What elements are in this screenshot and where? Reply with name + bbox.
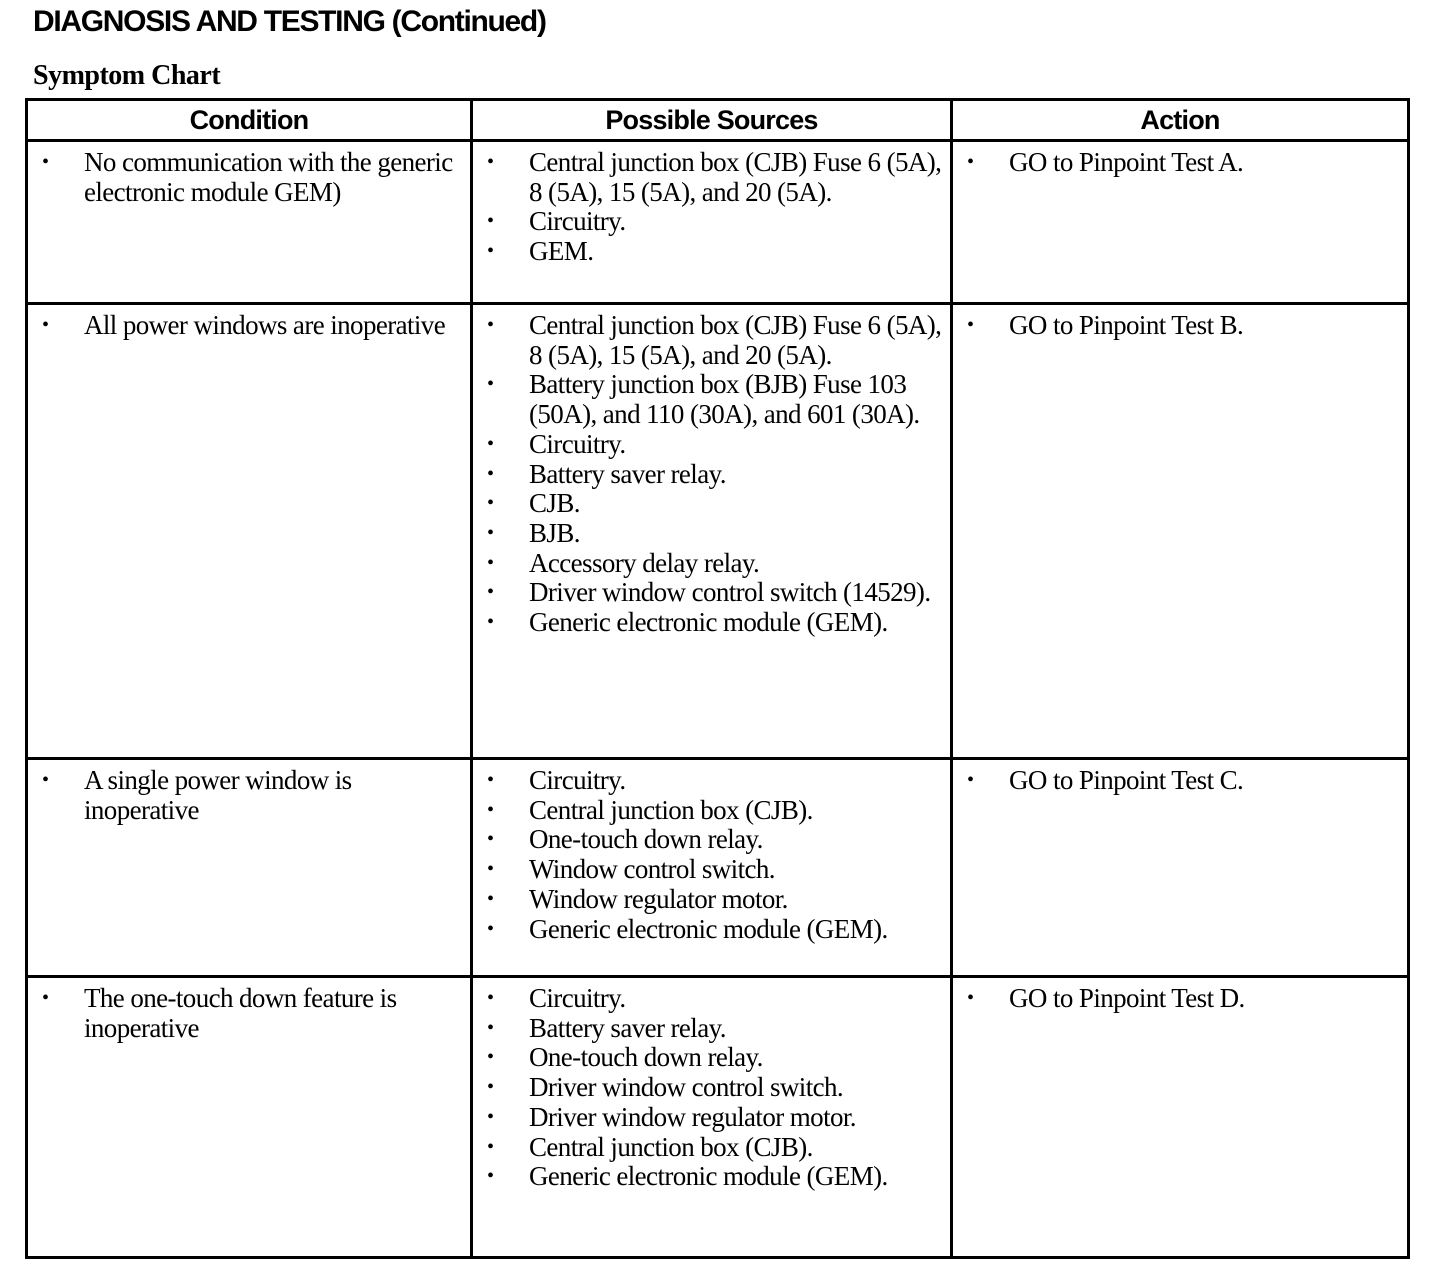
source-item: • One-touch down relay. xyxy=(473,1043,944,1073)
source-item: • One-touch down relay. xyxy=(473,825,944,855)
action-cell xyxy=(952,977,1409,1258)
sources-cell xyxy=(472,759,952,977)
source-item: • Driver window control switch (14529). xyxy=(473,578,944,608)
table-row xyxy=(27,977,1409,1258)
action-text: • GO to Pinpoint Test A. xyxy=(953,148,1401,178)
source-item: • Central junction box (CJB). xyxy=(473,796,944,826)
condition-text: • A single power window is inoperative xyxy=(28,766,464,825)
column-header-action: Action xyxy=(952,100,1409,141)
action-text: • GO to Pinpoint Test D. xyxy=(953,984,1401,1014)
source-item: • Circuitry. xyxy=(473,766,944,796)
source-item: • Driver window regulator motor. xyxy=(473,1103,944,1133)
condition-cell xyxy=(27,759,472,977)
table-row xyxy=(27,141,1409,304)
table-header-row xyxy=(27,100,1409,141)
page-title: DIAGNOSIS AND TESTING (Continued) xyxy=(33,5,546,38)
table-row xyxy=(27,304,1409,759)
source-item: • Central junction box (CJB) Fuse 6 (5A), 8 (5A), 15 (5A), and 20 (5A). xyxy=(473,148,944,207)
column-header-possible-sources: Possible Sources xyxy=(472,100,952,141)
action-text: • GO to Pinpoint Test C. xyxy=(953,766,1401,796)
source-item: • GEM. xyxy=(473,237,944,267)
sources-cell xyxy=(472,304,952,759)
condition-cell xyxy=(27,141,472,304)
source-item: • Central junction box (CJB) Fuse 6 (5A), 8 (5A), 15 (5A), and 20 (5A). xyxy=(473,311,944,370)
source-item: • Circuitry. xyxy=(473,984,944,1014)
source-item: • Window regulator motor. xyxy=(473,885,944,915)
source-item: • Driver window control switch. xyxy=(473,1073,944,1103)
source-item: • Battery saver relay. xyxy=(473,460,944,490)
source-item: • Battery junction box (BJB) Fuse 103 (50A), and 110 (30A), and 601 (30A). xyxy=(473,370,944,429)
source-item: • Battery saver relay. xyxy=(473,1014,944,1044)
source-item: • Generic electronic module (GEM). xyxy=(473,608,944,638)
sources-cell xyxy=(472,977,952,1258)
symptom-chart-table xyxy=(25,98,1410,1259)
source-item: • Central junction box (CJB). xyxy=(473,1133,944,1163)
source-item: • Accessory delay relay. xyxy=(473,549,944,579)
section-title: Symptom Chart xyxy=(33,60,221,91)
action-text: • GO to Pinpoint Test B. xyxy=(953,311,1401,341)
condition-cell xyxy=(27,304,472,759)
condition-cell xyxy=(27,977,472,1258)
action-cell xyxy=(952,759,1409,977)
source-item: • Window control switch. xyxy=(473,855,944,885)
source-item: • CJB. xyxy=(473,489,944,519)
condition-text: • The one-touch down feature is inoperative xyxy=(28,984,464,1043)
source-item: • BJB. xyxy=(473,519,944,549)
action-cell xyxy=(952,304,1409,759)
table-row xyxy=(27,759,1409,977)
source-item: • Generic electronic module (GEM). xyxy=(473,1162,944,1192)
source-item: • Circuitry. xyxy=(473,207,944,237)
sources-cell xyxy=(472,141,952,304)
condition-text: • No communication with the generic electronic module GEM) xyxy=(28,148,464,207)
source-item: • Circuitry. xyxy=(473,430,944,460)
action-cell xyxy=(952,141,1409,304)
column-header-condition: Condition xyxy=(27,100,472,141)
source-item: • Generic electronic module (GEM). xyxy=(473,915,944,945)
condition-text: • All power windows are inoperative xyxy=(28,311,464,341)
